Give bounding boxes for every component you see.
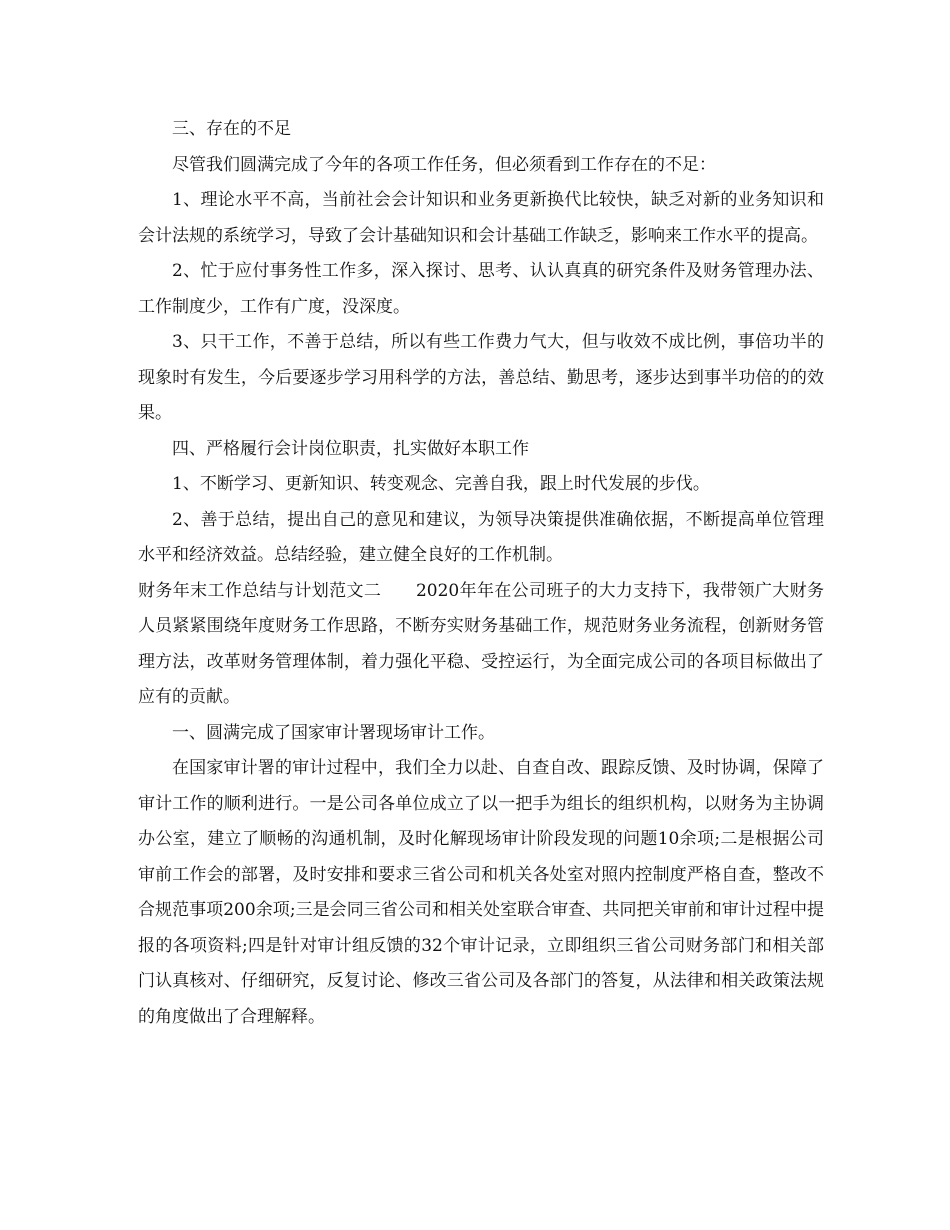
section-heading-audit: 一、圆满完成了国家审计署现场审计工作。 <box>172 722 495 743</box>
paragraph-duty-2: 2、善于总结，提出自己的意见和建议，为领导决策提供准确依据，不断提高单位管理水平和经济效益。总结经验，建立健全良好的工作机制。 <box>138 509 824 565</box>
paragraph-shortcoming-1: 1、理论水平不高，当前社会会计知识和业务更新换代比较快，缺乏对新的业务知识和会计法规的系统学习，导致了会计基础知识和会计基础工作缺乏，影响来工作水平的提高。 <box>138 190 824 246</box>
document-body <box>138 112 824 1035</box>
section-heading-shortcomings: 三、存在的不足 <box>172 119 291 139</box>
paragraph-shortcoming-2: 2、忙于应付事务性工作多，深入探讨、思考、认认真真的研究条件及财务管理办法、工作制度少，工作有广度，没深度。 <box>138 261 824 317</box>
paragraph-sample-two-intro: 财务年末工作总结与计划范文二 2020年年在公司班子的大力支持下，我带领广大财务人员紧紧围绕年度财务工作思路，不断夯实财务基础工作，规范财务业务流程，创新财务管理方法，改革财务管理体制，着力强化平稳、受控运行，为全面完成公司的各项目标做出了应有的贡献。 <box>138 580 824 707</box>
paragraph-audit-details: 在国家审计署的审计过程中，我们全力以赴、自查自改、跟踪反馈、及时协调，保障了审计工作的顺利进行。一是公司各单位成立了以一把手为组长的组织机构，以财务为主协调办公室，建立了顺畅的沟通机制，及时化解现场审计阶段发现的问题10余项;二是根据公司审前工作会的部署，及时安排和要求三省公司和机关各处室对照内控制度严格自查，整改不合规范事项200余项;三是会同三省公司和相关处室联合审查、共同把关审前和审计过程中提报的各项资料;四是针对审计组反馈的32个审计记录，立即组织三省公司财务部门和相关部门认真核对、仔细研究，反复讨论、修改三省公司及各部门的答复，从法律和相关政策法规的角度做出了合理解释。 <box>138 758 824 1027</box>
section-heading-duties: 四、严格履行会计岗位职责，扎实做好本职工作 <box>172 438 529 459</box>
paragraph-intro-shortcomings: 尽管我们圆满完成了今年的各项工作任务，但必须看到工作存在的不足： <box>172 154 716 175</box>
paragraph-shortcoming-3: 3、只干工作，不善于总结，所以有些工作费力气大，但与收效不成比例，事倍功半的现象时有发生，今后要逐步学习用科学的方法，善总结、勤思考，逐步达到事半功倍的的效果。 <box>138 332 824 423</box>
paragraph-duty-1: 1、不断学习、更新知识、转变观念、完善自我，跟上时代发展的步伐。 <box>172 474 710 494</box>
